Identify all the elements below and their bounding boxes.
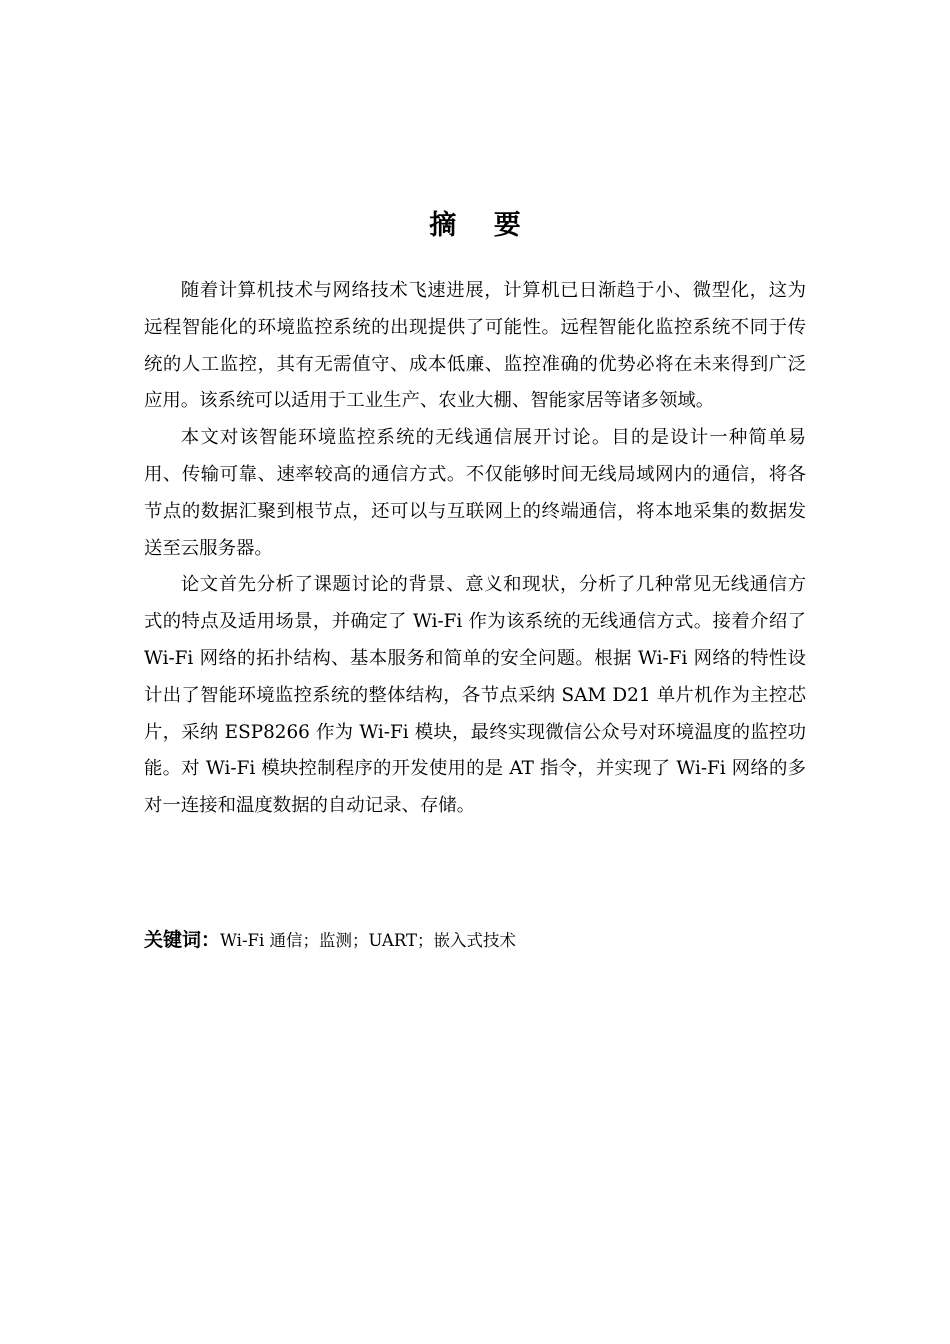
- keywords-line: [144, 922, 806, 960]
- abstract-paragraph-3: 论文首先分析了课题讨论的背景、意义和现状，分析了几种常见无线通信方式的特点及适用场景，并确定了 Wi-Fi 作为该系统的无线通信方式。接着介绍了 Wi-Fi 网络的拓扑结构、基本服务和简单的安全问题。根据 Wi-Fi 网络的特性设计出了智能环境监控系统的整体结构，各节点采纳 SAM D21 单片机作为主控芯片，采纳 ESP8266 作为 Wi-Fi 模块，最终实现微信公众号对环境温度的监控功能。对 Wi-Fi 模块控制程序的开发使用的是 AT 指令，并实现了 Wi-Fi 网络的多对一连接和温度数据的自动记录、存储。: [144, 574, 806, 817]
- abstract-body: [144, 273, 806, 825]
- abstract-paragraph-1: 随着计算机技术与网络技术飞速进展，计算机已日渐趋于小、微型化，这为远程智能化的环境监控系统的出现提供了可能性。远程智能化监控系统不同于传统的人工监控，其有无需值守、成本低廉、监控准确的优势必将在未来得到广泛应用。该系统可以适用于工业生产、农业大棚、智能家居等诸多领域。: [144, 280, 806, 412]
- abstract-title: 摘 要: [429, 210, 535, 241]
- keywords-value: Wi-Fi 通信；监测；UART；嵌入式技术: [220, 931, 516, 950]
- abstract-paragraph-2: 本文对该智能环境监控系统的无线通信展开讨论。目的是设计一种简单易用、传输可靠、速率较高的通信方式。不仅能够时间无线局域网内的通信，将各节点的数据汇聚到根节点，还可以与互联网上的终端通信，将本地采集的数据发送至云服务器。: [144, 427, 806, 559]
- keywords-label: 关键词：: [144, 929, 221, 951]
